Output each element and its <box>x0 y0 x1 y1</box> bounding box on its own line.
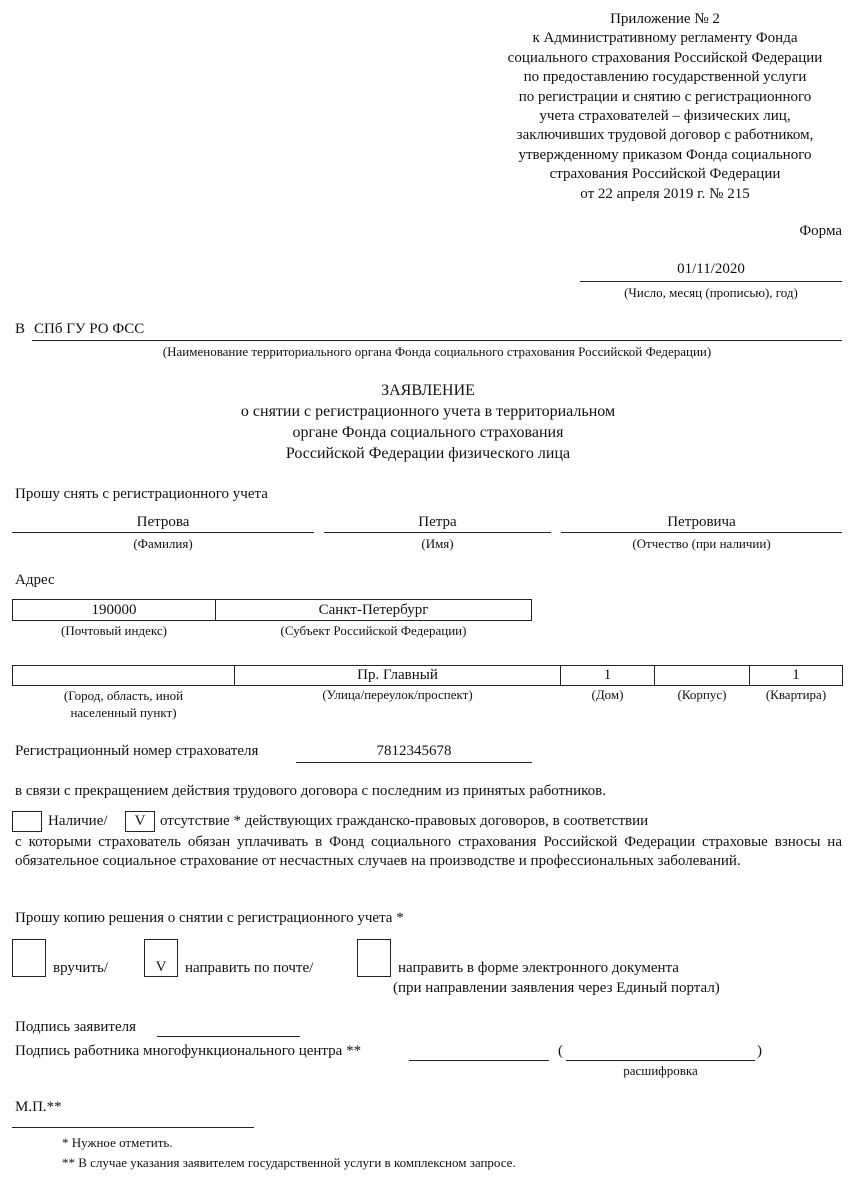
hand-over-label: вручить/ <box>53 960 109 976</box>
registration-underline <box>296 762 532 763</box>
apartment-caption: (Квартира) <box>765 687 827 702</box>
header-block <box>470 10 860 204</box>
recipient-prefix: В <box>15 321 26 337</box>
surname-underline <box>12 532 314 533</box>
street-caption: (Улица/переулок/проспект) <box>322 687 473 702</box>
header-line: учета страхователей – физических лиц, <box>539 108 791 125</box>
close-paren: ) <box>757 1043 762 1059</box>
building-field[interactable] <box>654 665 750 686</box>
absence-text: отсутствие * действующих гражданско-правовых договоров, в соответствии <box>160 813 649 829</box>
electronic-note: (при направлении заявления через Единый портал) <box>393 980 720 996</box>
city-caption-line: населенный пункт) <box>70 705 177 720</box>
mail-check-mark: V <box>155 959 167 975</box>
region-field[interactable] <box>215 599 532 621</box>
mfc-signature-line[interactable] <box>409 1060 549 1061</box>
document-title <box>130 380 726 464</box>
header-line: страхования Российской Федерации <box>549 166 781 183</box>
first-name-caption: (Имя) <box>421 536 454 551</box>
recipient-underline <box>32 340 842 341</box>
recipient-caption: (Наименование территориального органа Фонда социального страхования Российской Федерации) <box>162 344 712 359</box>
city-caption <box>12 687 235 721</box>
title-main: ЗАЯВЛЕНИЕ <box>381 382 475 399</box>
absence-checkbox[interactable] <box>125 811 155 832</box>
patronymic-value[interactable]: Петровича <box>667 514 736 530</box>
patronymic-underline <box>561 532 842 533</box>
registration-label: Регистрационный номер страхователя <box>15 743 259 759</box>
header-line: Приложение № 2 <box>610 11 720 27</box>
date-value[interactable]: 01/11/2020 <box>677 261 745 277</box>
applicant-signature-line[interactable] <box>157 1036 300 1037</box>
footnote-1: * Нужное отметить. <box>62 1135 173 1150</box>
address-label: Адрес <box>15 572 55 588</box>
form-label: Форма <box>799 223 842 239</box>
surname-value[interactable]: Петрова <box>136 514 190 530</box>
applicant-signature-label: Подпись заявителя <box>15 1019 137 1035</box>
request-label: Прошу снять с регистрационного учета <box>15 486 268 502</box>
house-field[interactable] <box>560 665 655 686</box>
header-line: от 22 апреля 2019 г. № 215 <box>580 185 750 202</box>
first-name-value[interactable]: Петра <box>418 514 457 530</box>
apartment-value: 1 <box>792 667 800 683</box>
city-field[interactable] <box>12 665 235 686</box>
header-line: заключивших трудовой договор с работником, <box>516 127 814 144</box>
region-value: Санкт-Петербург <box>318 602 429 618</box>
house-caption: (Дом) <box>591 687 624 702</box>
decoding-line[interactable] <box>566 1060 755 1061</box>
presence-label: Наличие/ <box>48 813 108 829</box>
title-line: Российской Федерации физического лица <box>285 445 571 462</box>
street-field[interactable] <box>234 665 561 686</box>
open-paren: ( <box>558 1043 563 1059</box>
electronic-label: направить в форме электронного документа <box>398 960 679 976</box>
title-line: органе Фонда социального страхования <box>292 424 564 441</box>
postal-code-field[interactable] <box>12 599 216 621</box>
header-line: по регистрации и снятию с регистрационного <box>518 88 812 105</box>
date-underline <box>580 281 842 282</box>
copy-request-label: Прошу копию решения о снятии с регистрационного учета * <box>15 910 404 926</box>
decoding-caption: расшифровка <box>623 1063 698 1078</box>
hand-over-checkbox[interactable] <box>12 939 46 977</box>
postal-code-value: 190000 <box>91 602 137 618</box>
header-line: по предоставлению государственной услуги <box>523 69 807 86</box>
reason-text: в связи с прекращением действия трудового договора с последним из принятых работников. <box>15 783 606 799</box>
electronic-checkbox[interactable] <box>357 939 391 977</box>
footnote-2: ** В случае указания заявителем государственной услуги в комплексном запросе. <box>62 1155 516 1170</box>
date-caption: (Число, месяц (прописью), год) <box>624 285 798 300</box>
first-name-underline <box>324 532 551 533</box>
stamp-label: М.П.** <box>15 1099 62 1115</box>
absence-check-mark: V <box>134 813 146 829</box>
header-line: социального страхования Российской Федерации <box>507 49 823 66</box>
contracts-text: с которыми страхователь обязан уплачивать в Фонд социального страхования Российской Федерации страховые взносы на обязательное социальное страхование от несчастных случаев на производстве и профессиональных заболеваний. <box>15 834 842 869</box>
recipient-value[interactable]: СПб ГУ РО ФСС <box>34 321 145 337</box>
city-caption-line: (Город, область, иной <box>63 688 184 703</box>
mail-checkbox[interactable] <box>144 939 178 977</box>
footnote-separator <box>12 1127 254 1128</box>
mail-label: направить по почте/ <box>185 960 314 976</box>
apartment-field[interactable] <box>749 665 843 686</box>
title-line: о снятии с регистрационного учета в территориальном <box>240 403 616 420</box>
surname-caption: (Фамилия) <box>133 536 193 551</box>
house-value: 1 <box>603 667 612 683</box>
postal-code-caption: (Почтовый индекс) <box>61 623 167 638</box>
registration-value[interactable]: 7812345678 <box>376 743 452 759</box>
street-value: Пр. Главный <box>357 667 438 683</box>
presence-checkbox[interactable] <box>12 811 42 832</box>
header-line: утвержденному приказом Фонда социального <box>518 146 812 163</box>
mfc-signature-label: Подпись работника многофункционального центра ** <box>15 1043 362 1059</box>
patronymic-caption: (Отчество (при наличии) <box>632 536 771 551</box>
region-caption: (Субъект Российской Федерации) <box>280 623 467 638</box>
header-line: к Административному регламенту Фонда <box>532 30 798 47</box>
building-caption: (Корпус) <box>677 687 727 702</box>
